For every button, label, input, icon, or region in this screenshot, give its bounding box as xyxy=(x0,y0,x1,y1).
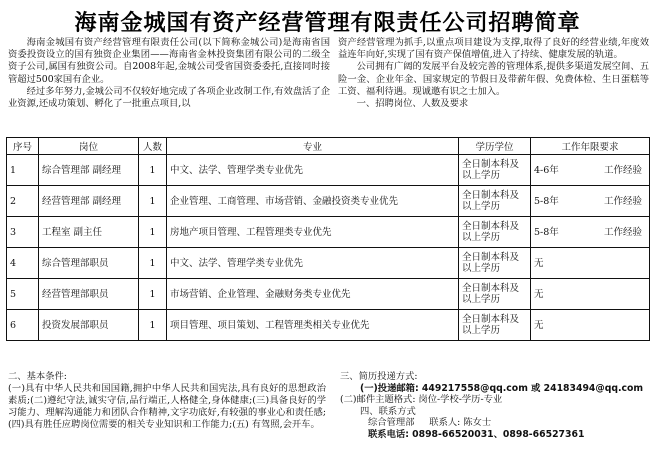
experience-note: 工作经验 xyxy=(603,195,642,207)
experience-years: 无 xyxy=(534,257,544,269)
cell-experience xyxy=(531,279,650,310)
cell-no: 2 xyxy=(7,186,39,217)
cell-major: 中文、法学、管理学类专业优先 xyxy=(167,248,459,279)
cell-post: 综合管理部 副经理 xyxy=(39,155,139,186)
cell-post: 经营管理部 副经理 xyxy=(39,186,139,217)
cell-count: 1 xyxy=(139,310,167,341)
header-education: 学历学位 xyxy=(459,138,531,155)
experience-years: 4-6年 xyxy=(534,164,559,176)
table-header-row xyxy=(7,138,650,155)
header-experience: 工作年限要求 xyxy=(531,138,650,155)
intro-paragraph-continued: 资产经营管理为抓手,以重点项目建设为支撑,取得了良好的经营业绩,年度效益连年向好,实现了国有资产保值增值,进入了持续、健康发展的轨道。 xyxy=(338,37,649,61)
intro-paragraph-achievement: 经过多年努力,金城公司不仅较好地完成了各项企业改制工作,有效盘活了企业资源,还成功策划、孵化了一批重点项目,以 xyxy=(8,85,331,110)
intro-paragraph-company: 海南金城国有资产经营管理有限责任公司(以下简称金城公司)是海南省国资委投资设立的国有独资企业集团——海南省金林投资集团有限公司的二级全资子公司,属国有独资公司。自2008年起,金城公司受省国资委委托,直接同时接管超过500家国有企业。 xyxy=(8,37,330,85)
experience-note: 工作经验 xyxy=(603,164,642,176)
header-count: 人数 xyxy=(139,138,167,155)
basic-conditions-section xyxy=(8,371,326,431)
cell-major: 市场营销、企业管理、金融财务类专业优先 xyxy=(167,279,459,310)
cell-post: 经营管理部职员 xyxy=(39,279,139,310)
cell-experience xyxy=(531,186,650,217)
section-heading-positions: 一、招聘岗位、人数及要求 xyxy=(356,98,469,110)
cell-count: 1 xyxy=(139,248,167,279)
cell-no: 3 xyxy=(7,217,39,248)
cell-experience xyxy=(531,155,650,186)
table-row xyxy=(7,217,650,248)
cell-education: 全日制本科及以上学历 xyxy=(459,186,531,217)
cell-no: 4 xyxy=(7,248,39,279)
intro-left-column xyxy=(8,37,330,110)
contact-department: 综合管理部 xyxy=(368,417,415,428)
cell-education: 全日制本科及以上学历 xyxy=(459,155,531,186)
cell-post: 工程室 副主任 xyxy=(39,217,139,248)
cell-post: 综合管理部职员 xyxy=(39,248,139,279)
table-row xyxy=(7,155,650,186)
page-title: 海南金城国有资产经营管理有限责任公司招聘简章 xyxy=(74,11,581,36)
apply-heading: 三、简历投递方式: xyxy=(340,371,418,382)
cell-education: 全日制本科及以上学历 xyxy=(459,248,531,279)
apply-subject-format: (二)邮件主题格式: 岗位-学校-学历-专业 xyxy=(340,394,503,405)
contact-person: 联系人: 陈女士 xyxy=(429,417,492,428)
experience-years: 无 xyxy=(534,319,544,331)
conditions-body: (一)具有中华人民共和国国籍,拥护中华人民共和国宪法,具有良好的思想政治素质;(二)遵纪守法,诚实守信,品行端正,人格健全,身体健康;(三)具备良好的学习能力、理解沟通能力和团队合作精神,文字功底好,有较强的事业心和责任感;(四)具有胜任应聘岗位需要的相关专业知识和工作能力;(五) 有驾照,会开车。 xyxy=(8,383,326,430)
application-section xyxy=(340,371,650,440)
contact-phone: 联系电话: 0898-66520031、0898-66527361 xyxy=(368,428,585,440)
table-row xyxy=(7,248,650,279)
experience-years: 无 xyxy=(534,288,544,300)
cell-major: 中文、法学、管理学类专业优先 xyxy=(167,155,459,186)
table-row xyxy=(7,279,650,310)
cell-major: 项目管理、项目策划、工程管理类相关专业优先 xyxy=(167,310,459,341)
header-no: 序号 xyxy=(7,138,39,155)
cell-education: 全日制本科及以上学历 xyxy=(459,279,531,310)
cell-count: 1 xyxy=(139,279,167,310)
contact-line xyxy=(340,417,650,429)
cell-no: 6 xyxy=(7,310,39,341)
experience-years: 5-8年 xyxy=(534,226,559,238)
positions-table xyxy=(6,137,650,341)
cell-major: 房地产项目管理、工程管理类专业优先 xyxy=(167,217,459,248)
cell-no: 1 xyxy=(7,155,39,186)
header-major: 专业 xyxy=(167,138,459,155)
intro-paragraph-benefits: 公司拥有广阔的发展平台及较完善的管理体系,提供多渠道发展空间、五险一金、企业年金、国家规定的节假日及带薪年假、免费体检、生日蛋糕等工资、福利待遇。现诚邀有识之士加入。 xyxy=(338,61,649,97)
cell-count: 1 xyxy=(139,186,167,217)
cell-experience xyxy=(531,310,650,341)
cell-no: 5 xyxy=(7,279,39,310)
cell-experience xyxy=(531,248,650,279)
cell-experience xyxy=(531,217,650,248)
experience-note: 工作经验 xyxy=(603,226,642,238)
table-row xyxy=(7,310,650,341)
cell-education: 全日制本科及以上学历 xyxy=(459,217,531,248)
cell-post: 投资发展部职员 xyxy=(39,310,139,341)
contact-heading: 四、联系方式 xyxy=(360,405,416,417)
experience-years: 5-8年 xyxy=(534,195,559,207)
table-row xyxy=(7,186,650,217)
cell-count: 1 xyxy=(139,217,167,248)
apply-email: (一)投递邮箱: 449217558@qq.com 或 24183494@qq.com xyxy=(360,382,644,394)
cell-education: 全日制本科及以上学历 xyxy=(459,310,531,341)
cell-count: 1 xyxy=(139,155,167,186)
header-post: 岗位 xyxy=(39,138,139,155)
intro-right-column xyxy=(338,37,649,110)
conditions-heading: 二、基本条件: xyxy=(8,371,67,382)
cell-major: 企业管理、工商管理、市场营销、金融投资类专业优先 xyxy=(167,186,459,217)
